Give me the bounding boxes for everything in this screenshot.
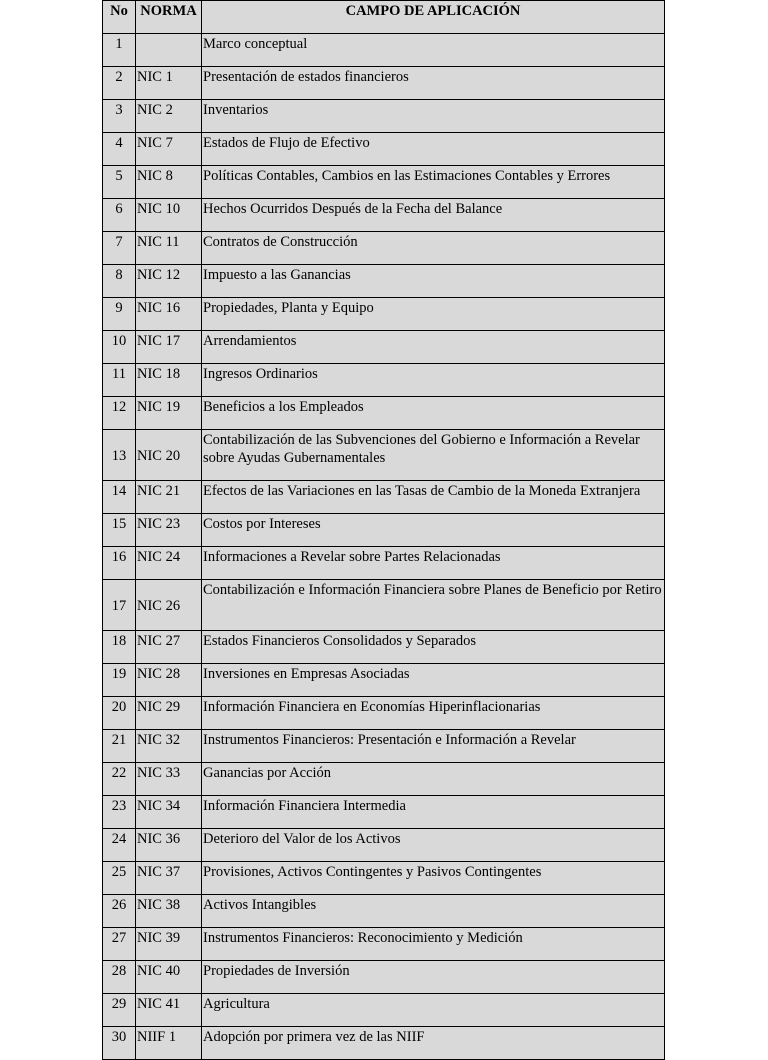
table-row: [103, 514, 665, 547]
row-norma: NIC 24: [136, 547, 202, 580]
row-number: 20: [103, 697, 136, 730]
row-campo: Inventarios: [202, 100, 665, 133]
table-row: [103, 895, 665, 928]
table-row: [103, 67, 665, 100]
row-norma: NIC 7: [136, 133, 202, 166]
row-number: 25: [103, 862, 136, 895]
row-number: 19: [103, 664, 136, 697]
row-norma: NIC 40: [136, 961, 202, 994]
table-row: [103, 34, 665, 67]
row-number: 1: [103, 34, 136, 67]
header-campo: CAMPO DE APLICACIÓN: [202, 1, 665, 34]
row-campo: Informaciones a Revelar sobre Partes Relacionadas: [202, 547, 665, 580]
row-number: 29: [103, 994, 136, 1027]
row-number: 7: [103, 232, 136, 265]
row-number: 12: [103, 397, 136, 430]
row-number: 13: [103, 430, 136, 481]
row-campo: Hechos Ocurridos Después de la Fecha del Balance: [202, 199, 665, 232]
row-number: 10: [103, 331, 136, 364]
table-row: [103, 961, 665, 994]
table-row: [103, 730, 665, 763]
row-campo: Marco conceptual: [202, 34, 665, 67]
row-norma: NIC 1: [136, 67, 202, 100]
table-row: [103, 580, 665, 631]
row-norma: NIC 32: [136, 730, 202, 763]
row-number: 30: [103, 1027, 136, 1060]
table-row: [103, 994, 665, 1027]
table-row: [103, 829, 665, 862]
table-row: [103, 100, 665, 133]
table-row: [103, 232, 665, 265]
row-number: 17: [103, 580, 136, 631]
row-campo: Estados de Flujo de Efectivo: [202, 133, 665, 166]
header-norma: NORMA: [136, 1, 202, 34]
row-campo: Políticas Contables, Cambios en las Estimaciones Contables y Errores: [202, 166, 665, 199]
row-campo: Ganancias por Acción: [202, 763, 665, 796]
row-campo: Instrumentos Financieros: Presentación e Información a Revelar: [202, 730, 665, 763]
row-norma: NIC 37: [136, 862, 202, 895]
row-norma: NIC 19: [136, 397, 202, 430]
row-number: 24: [103, 829, 136, 862]
row-campo: Información Financiera en Economías Hiperinflacionarias: [202, 697, 665, 730]
row-campo: Presentación de estados financieros: [202, 67, 665, 100]
table-row: [103, 199, 665, 232]
table-row: [103, 430, 665, 481]
row-campo: Contabilización de las Subvenciones del Gobierno e Información a Revelar sobre Ayudas Gubernamentales: [202, 430, 665, 481]
row-campo: Contratos de Construcción: [202, 232, 665, 265]
table-row: [103, 796, 665, 829]
row-campo: Provisiones, Activos Contingentes y Pasivos Contingentes: [202, 862, 665, 895]
row-norma: NIC 34: [136, 796, 202, 829]
row-number: 8: [103, 265, 136, 298]
row-number: 11: [103, 364, 136, 397]
row-number: 16: [103, 547, 136, 580]
row-number: 3: [103, 100, 136, 133]
row-norma: NIC 8: [136, 166, 202, 199]
row-number: 5: [103, 166, 136, 199]
row-norma: NIC 41: [136, 994, 202, 1027]
row-norma: NIC 20: [136, 430, 202, 481]
row-norma: NIC 11: [136, 232, 202, 265]
norms-table: [102, 0, 665, 1060]
row-campo: Propiedades, Planta y Equipo: [202, 298, 665, 331]
row-norma: NIC 27: [136, 631, 202, 664]
table-row: [103, 697, 665, 730]
header-row: [103, 1, 665, 34]
row-norma: NIC 10: [136, 199, 202, 232]
table-row: [103, 631, 665, 664]
table-row: [103, 364, 665, 397]
row-norma: NIC 39: [136, 928, 202, 961]
table-row: [103, 397, 665, 430]
table-row: [103, 763, 665, 796]
row-campo: Activos Intangibles: [202, 895, 665, 928]
row-norma: NIC 18: [136, 364, 202, 397]
row-norma: NIC 29: [136, 697, 202, 730]
row-campo: Agricultura: [202, 994, 665, 1027]
row-campo: Ingresos Ordinarios: [202, 364, 665, 397]
row-campo: Adopción por primera vez de las NIIF: [202, 1027, 665, 1060]
row-campo: Efectos de las Variaciones en las Tasas de Cambio de la Moneda Extranjera: [202, 481, 665, 514]
row-norma: NIC 38: [136, 895, 202, 928]
table-row: [103, 331, 665, 364]
row-campo: Costos por Intereses: [202, 514, 665, 547]
row-number: 23: [103, 796, 136, 829]
table-row: [103, 298, 665, 331]
row-norma: NIC 16: [136, 298, 202, 331]
row-campo: Arrendamientos: [202, 331, 665, 364]
row-number: 15: [103, 514, 136, 547]
row-number: 27: [103, 928, 136, 961]
row-norma: [136, 34, 202, 67]
row-number: 2: [103, 67, 136, 100]
table-body: [103, 34, 665, 1060]
row-number: 4: [103, 133, 136, 166]
table-row: [103, 133, 665, 166]
row-norma: NIIF 1: [136, 1027, 202, 1060]
row-norma: NIC 26: [136, 580, 202, 631]
table-row: [103, 481, 665, 514]
row-norma: NIC 17: [136, 331, 202, 364]
row-campo: Contabilización e Información Financiera sobre Planes de Beneficio por Retiro: [202, 580, 665, 631]
table-row: [103, 1027, 665, 1060]
table-row: [103, 166, 665, 199]
row-norma: NIC 33: [136, 763, 202, 796]
row-campo: Beneficios a los Empleados: [202, 397, 665, 430]
row-norma: NIC 28: [136, 664, 202, 697]
row-campo: Propiedades de Inversión: [202, 961, 665, 994]
table-row: [103, 547, 665, 580]
row-number: 22: [103, 763, 136, 796]
table-row: [103, 862, 665, 895]
row-number: 26: [103, 895, 136, 928]
row-number: 14: [103, 481, 136, 514]
table-row: [103, 265, 665, 298]
row-norma: NIC 23: [136, 514, 202, 547]
row-norma: NIC 2: [136, 100, 202, 133]
row-campo: Estados Financieros Consolidados y Separados: [202, 631, 665, 664]
row-number: 9: [103, 298, 136, 331]
row-campo: Impuesto a las Ganancias: [202, 265, 665, 298]
row-campo: Información Financiera Intermedia: [202, 796, 665, 829]
row-norma: NIC 21: [136, 481, 202, 514]
row-norma: NIC 12: [136, 265, 202, 298]
row-number: 6: [103, 199, 136, 232]
row-number: 28: [103, 961, 136, 994]
row-campo: Instrumentos Financieros: Reconocimiento y Medición: [202, 928, 665, 961]
table-row: [103, 664, 665, 697]
row-campo: Deterioro del Valor de los Activos: [202, 829, 665, 862]
row-number: 18: [103, 631, 136, 664]
table-row: [103, 928, 665, 961]
header-no: No: [103, 1, 136, 34]
row-number: 21: [103, 730, 136, 763]
row-campo: Inversiones en Empresas Asociadas: [202, 664, 665, 697]
row-norma: NIC 36: [136, 829, 202, 862]
